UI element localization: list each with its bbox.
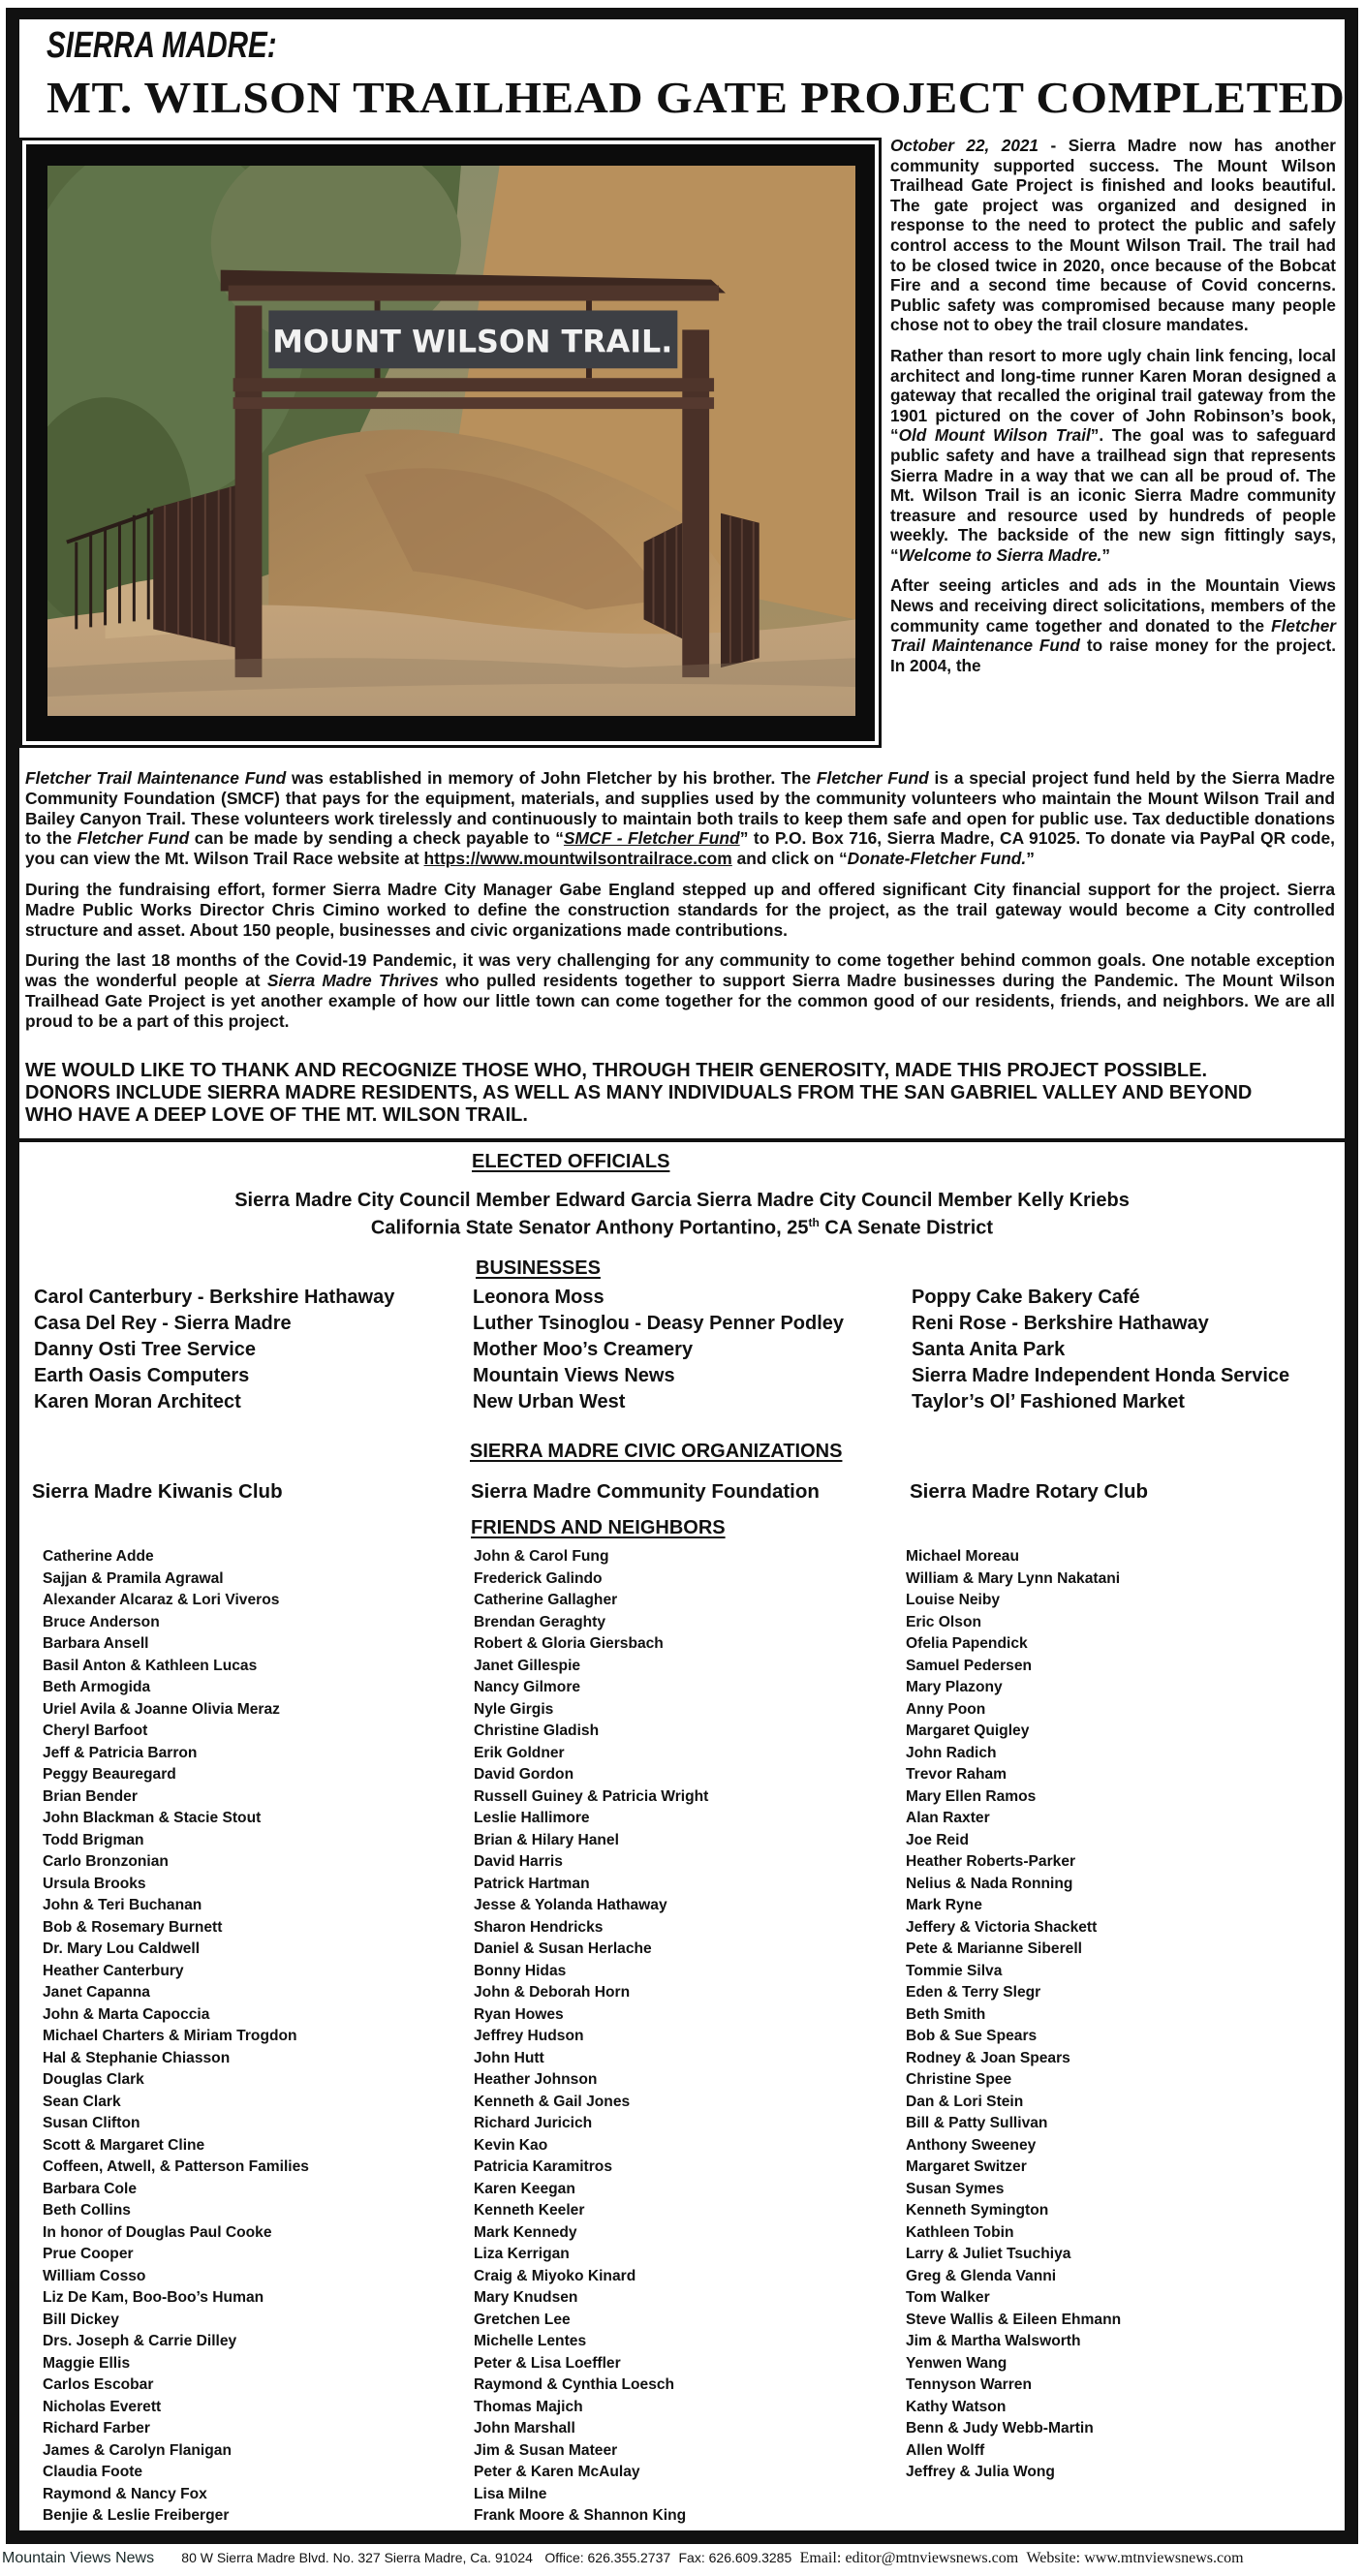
donor-name: Louise Neiby: [906, 1592, 1001, 1608]
donor-name: Kenneth & Gail Jones: [474, 2093, 631, 2110]
donor-name: Janet Capanna: [43, 1984, 150, 2001]
donor-name: Raymond & Nancy Fox: [43, 2485, 207, 2502]
business-item: Danny Osti Tree Service: [34, 1339, 257, 1360]
donor-name: John & Marta Capoccia: [43, 2005, 210, 2023]
donor-name: Mark Kennedy: [474, 2223, 577, 2241]
donor-name: Christine Gladish: [474, 1723, 600, 1739]
donor-name: Leslie Hallimore: [474, 1810, 590, 1826]
donor-name: Patricia Karamitros: [474, 2158, 613, 2175]
businesses-list: [34, 1285, 1342, 1415]
donor-name: Jesse & Yolanda Hathaway: [474, 1897, 667, 1913]
donor-name: Bill & Patty Sullivan: [906, 2115, 1048, 2131]
donor-name: Janet Gillespie: [474, 1657, 581, 1674]
dateline: October 22, 2021: [890, 136, 1038, 155]
donor-name: Tommie Silva: [906, 1962, 1003, 1979]
businesses-column-2: [473, 1285, 912, 1415]
donor-name: Larry & Juliet Tsuchiya: [906, 2246, 1071, 2262]
article-paragraph-2: Rather than resort to more ugly chain link fencing, local architect and long-time runner Karen Moran designed a gateway that recalled the original trail gateway from the 1901 pictured on the cover of John Robinson’s book, “Old Mount Wilson Trail”. The goal was to safeguard public safety and have a trailhead sign that represents Sierra Madre in a way that we can all be proud of. The Mt. Wilson Trail is an iconic Sierra Madre community treasure and resource used by hundreds of people weekly. The backside of the new sign fittingly says, “Welcome to Sierra Madre.”: [890, 345, 1336, 565]
publication-name: Mountain Views News: [2, 2550, 155, 2566]
donor-name: Basil Anton & Kathleen Lucas: [43, 1657, 258, 1674]
donor-name: Margaret Switzer: [906, 2158, 1027, 2175]
business-item: Sierra Madre Independent Honda Service: [912, 1365, 1290, 1386]
donor-name: Ryan Howes: [474, 2005, 564, 2023]
civic-item: Sierra Madre Rotary Club: [910, 1480, 1149, 1503]
friends-column-3: [906, 1546, 1121, 2484]
donor-name: Brian Bender: [43, 1787, 138, 1805]
email-label: Email:: [799, 2550, 842, 2566]
donor-name: Patrick Hartman: [474, 1875, 590, 1892]
donor-name: Eden & Terry Slegr: [906, 1984, 1041, 2001]
donor-name: Mary Ellen Ramos: [906, 1787, 1037, 1805]
business-item: Poppy Cake Bakery Café: [912, 1287, 1140, 1308]
business-item: Earth Oasis Computers: [34, 1365, 250, 1386]
donor-name: Bob & Sue Spears: [906, 2028, 1038, 2044]
donor-name: Scott & Margaret Cline: [43, 2136, 205, 2154]
donor-name: Lisa Milne: [474, 2485, 547, 2502]
donor-name: Christine Spee: [906, 2071, 1012, 2088]
fax-number: Fax: 626.609.3285: [678, 2550, 792, 2565]
donor-name: Douglas Clark: [43, 2071, 144, 2088]
friends-heading: FRIENDS AND NEIGHBORS: [471, 1517, 726, 1538]
friends-column-2: [474, 1546, 708, 2528]
donor-name: David Harris: [474, 1853, 563, 1870]
business-item: Mother Moo’s Creamery: [473, 1339, 694, 1360]
business-item: Leonora Moss: [473, 1287, 604, 1308]
donor-name: Brian & Hilary Hanel: [474, 1831, 619, 1848]
business-item: Karen Moran Architect: [34, 1391, 241, 1412]
donor-name: Barbara Cole: [43, 2180, 138, 2197]
elected-officials-line-2: California State Senator Anthony Portantino, 25th CA Senate District: [370, 1216, 994, 1239]
business-item: Carol Canterbury - Berkshire Hathaway: [34, 1287, 395, 1308]
donate-link-text: Donate-Fletcher Fund.: [847, 849, 1027, 869]
payee-text: SMCF - Fletcher Fund: [563, 828, 740, 849]
donor-name: Karen Keegan: [474, 2180, 575, 2197]
publication-footer: [2, 2550, 1362, 2567]
donor-name: Catherine Adde: [43, 1548, 154, 1565]
business-item: Luther Tsinoglou - Deasy Penner Podley: [473, 1313, 845, 1334]
donor-name: Margaret Quigley: [906, 1723, 1030, 1739]
donor-name: Trevor Raham: [906, 1766, 1008, 1783]
article-paragraph-3: After seeing articles and ads in the Mountain Views News and receiving direct solicitations, members of the community came together and donated to the Fletcher Trail Maintenance Fund to raise money for the project. In 2004, the: [890, 575, 1336, 675]
website-label: Website:: [1026, 2550, 1081, 2566]
donor-name: John Radich: [906, 1744, 997, 1761]
donor-name: Nicholas Everett: [43, 2398, 162, 2415]
donor-name: John & Deborah Horn: [474, 1984, 631, 2001]
donor-name: Dan & Lori Stein: [906, 2093, 1024, 2110]
donor-name: Jeffrey Hudson: [474, 2028, 584, 2044]
donor-name: Liz De Kam, Boo-Boo’s Human: [43, 2289, 264, 2306]
donor-name: Susan Clifton: [43, 2115, 140, 2131]
donor-name: Tom Walker: [906, 2289, 990, 2306]
donor-name: Uriel Avila & Joanne Olivia Meraz: [43, 1700, 280, 1718]
donor-name: Sean Clark: [43, 2093, 121, 2110]
article-paragraph-5: During the fundraising effort, former Sierra Madre City Manager Gabe England stepped up and offered significant City financial support for the project. Sierra Madre Public Works Director Chris Cimino worked to define the construction standards for the project, as the trail gateway would become a City controlled structure and asset. About 150 people, businesses and civic organizations made contributions.: [25, 879, 1335, 940]
donor-name: Peter & Lisa Loeffler: [474, 2354, 621, 2372]
civic-item: Sierra Madre Community Foundation: [471, 1480, 820, 1503]
article-kicker: SIERRA MADRE:: [46, 25, 277, 66]
donor-name: Yenwen Wang: [906, 2354, 1008, 2372]
elected-officials-heading: ELECTED OFFICIALS: [472, 1151, 670, 1172]
donor-name: Kevin Kao: [474, 2136, 548, 2154]
donor-name: John & Carol Fung: [474, 1548, 609, 1565]
section-divider: [19, 1138, 1350, 1142]
article-headline: MT. WILSON TRAILHEAD GATE PROJECT COMPLETED: [46, 73, 1346, 122]
business-item: Reni Rose - Berkshire Hathaway: [912, 1313, 1209, 1334]
donor-name: Eric Olson: [906, 1613, 981, 1630]
businesses-column-3: [912, 1285, 1342, 1415]
donor-name: Kenneth Symington: [906, 2202, 1049, 2219]
donor-name: Raymond & Cynthia Loesch: [474, 2376, 675, 2393]
donor-name: Hal & Stephanie Chiasson: [43, 2049, 231, 2066]
donor-name: Anthony Sweeney: [906, 2136, 1037, 2154]
donor-name: Thomas Majich: [474, 2398, 583, 2415]
donor-name: Beth Smith: [906, 2005, 986, 2023]
donor-name: Sharon Hendricks: [474, 1918, 604, 1936]
business-item: New Urban West: [473, 1391, 626, 1412]
donor-name: Maggie Ellis: [43, 2354, 131, 2372]
website-link[interactable]: www.mtnviewsnews.com: [1084, 2550, 1244, 2566]
donor-name: Dr. Mary Lou Caldwell: [43, 1940, 201, 1957]
donor-name: Rodney & Joan Spears: [906, 2049, 1070, 2066]
donor-name: James & Carolyn Flanigan: [43, 2441, 232, 2459]
donor-name: Nancy Gilmore: [474, 1679, 581, 1695]
friends-column-1: [43, 1546, 309, 2528]
donor-name: Jeff & Patricia Barron: [43, 1744, 198, 1761]
business-item: Santa Anita Park: [912, 1339, 1066, 1360]
donor-name: Russell Guiney & Patricia Wright: [474, 1787, 709, 1805]
article-paragraph-4: Fletcher Trail Maintenance Fund was established in memory of John Fletcher by his brother. The Fletcher Fund is a special project fund held by the Sierra Madre Community Foundation (SMCF) that pays for the equipment, materials, and supplies used by the community volunteers who maintain the Mount Wilson Trail and Bailey Canyon Trail. These volunteers work tirelessly and continuously to maintain both trails to keep them safe and open for public use. Tax deductible donations to the Fletcher Fund can be made by sending a check payable to “SMCF - Fletcher Fund” to P.O. Box 716, Sierra Madre, CA 91025. To donate via PayPal QR code, you can view the Mt. Wilson Trail Race website at https://www.mountwilsontrailrace.com and click on “Donate-Fletcher Fund.”: [25, 768, 1336, 869]
donor-name: Barbara Ansell: [43, 1635, 149, 1652]
donor-name: Richard Juricich: [474, 2115, 593, 2131]
donor-name: Frank Moore & Shannon King: [474, 2507, 687, 2524]
donor-name: John & Teri Buchanan: [43, 1897, 202, 1913]
donor-name: Beth Collins: [43, 2202, 131, 2219]
donor-name: Drs. Joseph & Carrie Dilley: [43, 2333, 237, 2349]
article-column: [890, 136, 1336, 675]
donor-name: Joe Reid: [906, 1831, 969, 1848]
donor-name: Kathy Watson: [906, 2398, 1007, 2415]
donor-name: Michael Moreau: [906, 1548, 1019, 1565]
donor-name: Bonny Hidas: [474, 1962, 567, 1979]
article-paragraph-6: During the last 18 months of the Covid-19 Pandemic, it was very challenging for any community to come together behind common goals. One notable exception was the wonderful people at Sierra Madre Thrives who pulled residents together to support Sierra Madre businesses during the Pandemic. The Mount Wilson Trailhead Gate Project is yet another example of how our little town can come together for the common good of our residents, friends, and neighbors. We are all proud to be a part of this project.: [25, 950, 1335, 1031]
donor-name: Sajjan & Pramila Agrawal: [43, 1569, 224, 1587]
donor-name: Mary Knudsen: [474, 2289, 578, 2306]
donor-name: Claudia Foote: [43, 2464, 143, 2480]
donor-name: Erik Goldner: [474, 1744, 565, 1761]
donor-name: Pete & Marianne Siberell: [906, 1940, 1082, 1957]
donor-name: Heather Canterbury: [43, 1962, 184, 1979]
donor-name: Frederick Galindo: [474, 1569, 603, 1587]
donor-name: Heather Johnson: [474, 2071, 598, 2088]
donor-name: Bruce Anderson: [43, 1613, 160, 1630]
business-item: Mountain Views News: [473, 1365, 675, 1386]
donor-name: Prue Cooper: [43, 2246, 134, 2262]
donor-name: Michelle Lentes: [474, 2333, 587, 2349]
donor-name: Peggy Beauregard: [43, 1766, 176, 1783]
donor-name: Jeffrey & Julia Wong: [906, 2464, 1055, 2480]
donor-name: David Gordon: [474, 1766, 574, 1783]
donor-name: Carlos Escobar: [43, 2376, 154, 2393]
donor-name: Craig & Miyoko Kinard: [474, 2267, 636, 2284]
elected-officials-line-1: Sierra Madre City Council Member Edward Garcia Sierra Madre City Council Member Kelly Kriebs: [234, 1190, 1130, 1211]
donor-name: William & Mary Lynn Nakatani: [906, 1569, 1121, 1587]
trail-race-link[interactable]: https://www.mountwilsontrailrace.com: [423, 849, 732, 869]
donor-name: Peter & Karen McAulay: [474, 2464, 640, 2480]
civic-organizations-heading: SIERRA MADRE CIVIC ORGANIZATIONS: [470, 1441, 843, 1462]
photo-mat: [26, 144, 875, 741]
businesses-heading: BUSINESSES: [476, 1257, 601, 1279]
donor-name: Richard Farber: [43, 2420, 150, 2436]
donor-name: Jim & Susan Mateer: [474, 2441, 618, 2459]
donor-name: Nelius & Nada Ronning: [906, 1875, 1073, 1892]
article-paragraph-1: October 22, 2021 - Sierra Madre now has another community supported success. The Mount Wilson Trailhead Gate Project is finished and looks beautiful. The gate project was organized and designed in response to the need to protect the public and safely control access to the Mount Wilson Trail. The trail had to be closed twice in 2020, once because of the Bobcat Fire and a second time because of Covid concerns. Public safety was compromised because many people chose not to obey the trail closure mandates.: [890, 136, 1336, 335]
donor-name: Ofelia Papendick: [906, 1635, 1028, 1652]
donor-name: John Marshall: [474, 2420, 575, 2436]
donor-name: Liza Kerrigan: [474, 2246, 570, 2262]
donor-name: Coffeen, Atwell, & Patterson Families: [43, 2158, 309, 2175]
business-item: Taylor’s Ol’ Fashioned Market: [912, 1391, 1185, 1412]
donor-name: Greg & Glenda Vanni: [906, 2267, 1057, 2284]
donor-name: William Cosso: [43, 2267, 146, 2284]
donor-name: Jeffery & Victoria Shackett: [906, 1918, 1098, 1936]
donor-name: Catherine Gallagher: [474, 1592, 618, 1608]
donor-name: John Blackman & Stacie Stout: [43, 1810, 262, 1826]
donor-name: Kathleen Tobin: [906, 2223, 1014, 2241]
donor-name: Benn & Judy Webb-Martin: [906, 2420, 1094, 2436]
donor-name: Cheryl Barfoot: [43, 1723, 148, 1739]
donor-name: Beth Armogida: [43, 1679, 151, 1695]
donor-name: John Hutt: [474, 2049, 544, 2066]
donor-name: Daniel & Susan Herlache: [474, 1940, 652, 1957]
donor-name: Carlo Bronzonian: [43, 1853, 169, 1870]
businesses-column-1: [34, 1285, 473, 1415]
svg-text:MOUNT WILSON TRAIL.: MOUNT WILSON TRAIL.: [272, 323, 673, 360]
donor-name: Todd Brigman: [43, 1831, 144, 1848]
business-item: Casa Del Rey - Sierra Madre: [34, 1313, 292, 1334]
donor-name: Gretchen Lee: [474, 2311, 571, 2328]
donor-name: Bill Dickey: [43, 2311, 119, 2328]
donor-name: Bob & Rosemary Burnett: [43, 1918, 223, 1936]
donor-name: Heather Roberts-Parker: [906, 1853, 1076, 1870]
civic-organizations-list: [32, 1480, 1340, 1504]
donor-name: Jim & Martha Walsworth: [906, 2333, 1081, 2349]
thank-you-statement: WE WOULD LIKE TO THANK AND RECOGNIZE THOSE WHO, THROUGH THEIR GENEROSITY, MADE THIS PROJECT POSSIBLE. DONORS INCLUDE SIERRA MADRE RESIDENTS, AS WELL AS MANY INDIVIDUALS FROM THE SAN GABRIEL VALLEY AND BEYOND WHO HAVE A DEEP LOVE OF THE MT. WILSON TRAIL.: [25, 1060, 1253, 1126]
donor-name: Benjie & Leslie Freiberger: [43, 2507, 230, 2524]
donor-name: Mark Ryne: [906, 1897, 982, 1913]
donor-name: Alexander Alcaraz & Lori Viveros: [43, 1592, 280, 1608]
donor-name: Steve Wallis & Eileen Ehmann: [906, 2311, 1122, 2328]
donor-name: Michael Charters & Miriam Trogdon: [43, 2028, 297, 2044]
donor-name: Ursula Brooks: [43, 1875, 146, 1892]
email-link[interactable]: editor@mtnviewsnews.com: [845, 2550, 1019, 2566]
donor-name: In honor of Douglas Paul Cooke: [43, 2223, 272, 2241]
office-phone: Office: 626.355.2737: [544, 2550, 671, 2565]
donor-name: Mary Plazony: [906, 1679, 1003, 1695]
donor-name: Nyle Girgis: [474, 1700, 554, 1718]
article-wide-section: [25, 768, 1335, 1042]
donor-name: Susan Symes: [906, 2180, 1005, 2197]
donor-name: Samuel Pedersen: [906, 1657, 1033, 1674]
donor-name: Alan Raxter: [906, 1810, 990, 1826]
photo-frame: [19, 138, 882, 748]
civic-item: Sierra Madre Kiwanis Club: [32, 1480, 283, 1503]
donor-name: Allen Wolff: [906, 2441, 985, 2459]
trailhead-gate-photo: [47, 166, 855, 716]
donor-name: Brendan Geraghty: [474, 1613, 606, 1630]
donor-name: Anny Poon: [906, 1700, 986, 1718]
donor-name: Kenneth Keeler: [474, 2202, 585, 2219]
donor-name: Robert & Gloria Giersbach: [474, 1635, 664, 1652]
donor-name: Tennyson Warren: [906, 2376, 1032, 2393]
publication-address: 80 W Sierra Madre Blvd. No. 327 Sierra Madre, Ca. 91024: [181, 2550, 533, 2565]
